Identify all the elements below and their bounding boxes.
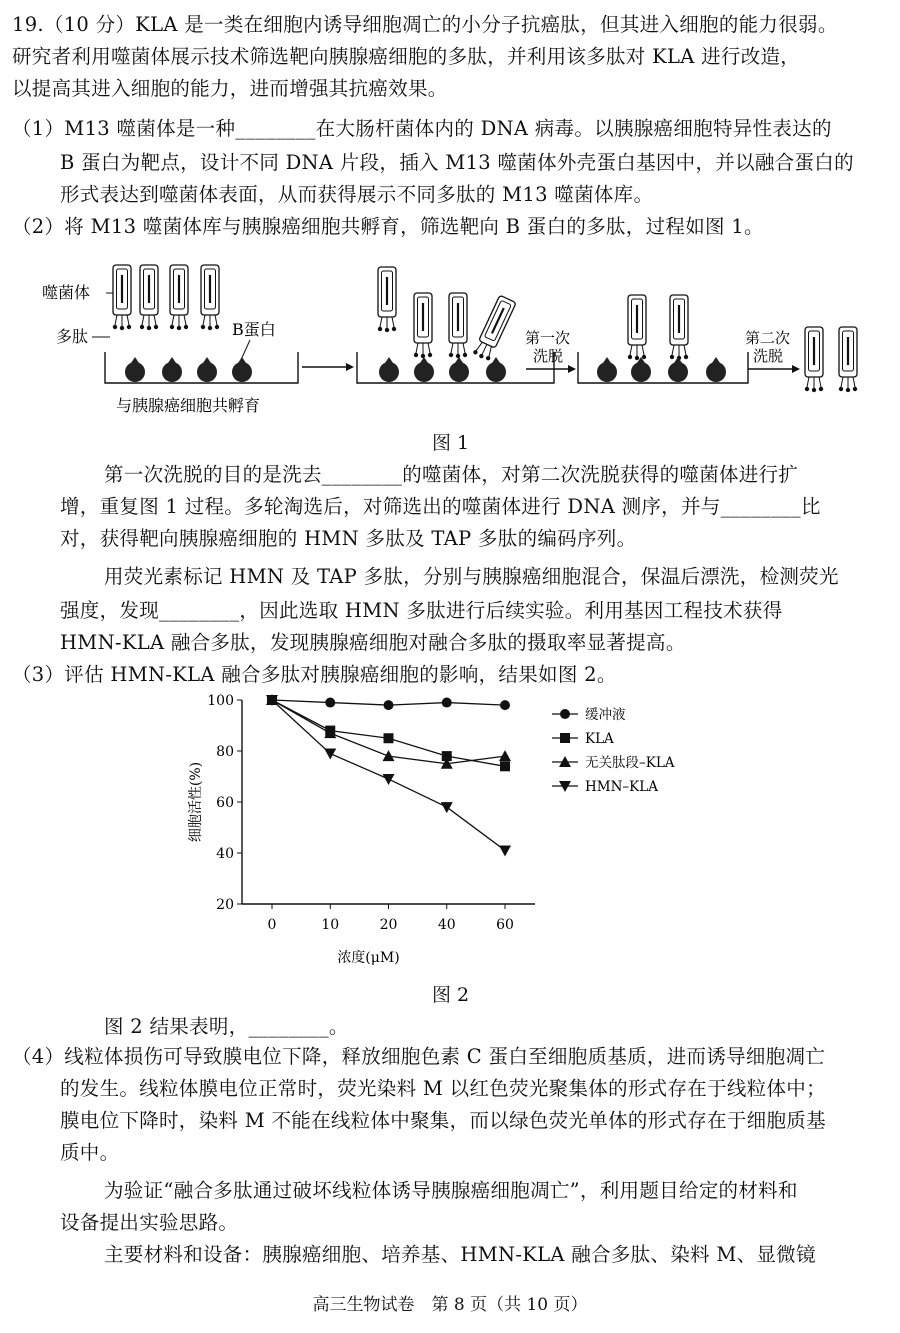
page-footer: 高三生物试卷 第 8 页（共 10 页） [312, 1295, 588, 1315]
part3-line-2: 图 2 结果表明，________。 [104, 1015, 349, 1038]
data-point-series-3 [441, 802, 453, 813]
y-tick-label: 20 [216, 897, 234, 913]
cell-icon [631, 357, 651, 382]
cell-icon [232, 357, 252, 382]
x-tick-label: 10 [321, 917, 340, 933]
question-intro-line-1: 19.（10 分）KLA 是一类在细胞内诱导细胞凋亡的小分子抗癌肽，但其进入细胞的能力很弱。 [12, 13, 838, 36]
data-point-series-2 [383, 750, 395, 761]
second-elution-label-1: 第二次 [745, 329, 791, 347]
data-point-series-1 [384, 733, 394, 743]
cell-icon [597, 357, 617, 382]
figure-1-diagram [30, 255, 890, 420]
data-point-series-0 [500, 700, 510, 710]
phage-icon [449, 293, 467, 358]
cell-icon [414, 357, 434, 382]
part1-line-3: 形式表达到噬菌体表面，从而获得展示不同多肽的 M13 噬菌体库。 [60, 183, 654, 206]
part2-line-3: 增，重复图 1 过程。多轮淘选后，对筛选出的噬菌体进行 DNA 测序，并与________比 [60, 495, 821, 518]
y-tick-label: 100 [207, 693, 234, 709]
phage-icon [414, 293, 432, 358]
cell-icon [125, 357, 145, 382]
data-point-series-3 [499, 845, 511, 856]
y-tick-label: 80 [216, 744, 234, 760]
phage-icon [839, 327, 857, 392]
legend-marker-0 [560, 709, 570, 719]
part4-line-1: （4）线粒体损伤可导致膜电位下降，释放细胞色素 C 蛋白至细胞质基质，进而诱导细胞凋亡 [12, 1045, 826, 1068]
x-axis-label: 浓度(μM) [337, 950, 400, 966]
b-protein-label: B蛋白 [232, 320, 276, 339]
data-point-series-3 [324, 749, 336, 760]
phage-icon [472, 295, 516, 362]
cell-icon [449, 357, 469, 382]
first-elution-label-1: 第一次 [525, 329, 571, 347]
phage-icon [378, 267, 396, 332]
phage-icon [170, 265, 188, 330]
legend-label-1: KLA [585, 731, 614, 747]
cell-icon [379, 357, 399, 382]
data-point-series-0 [384, 700, 394, 710]
part4-line-7: 主要材料和设备：胰腺癌细胞、培养基、HMN-KLA 融合多肽、染料 M、显微镜 [104, 1243, 816, 1266]
legend-label-2: 无关肽段–KLA [585, 755, 675, 771]
figure-2-caption: 图 2 [432, 984, 470, 1006]
incubate-label: 与胰腺癌细胞共孵育 [116, 396, 261, 415]
part2-line-7: HMN-KLA 融合多肽，发现胰腺癌细胞对融合多肽的摄取率显著提高。 [60, 631, 686, 654]
part1-line-2: B 蛋白为靶点，设计不同 DNA 片段，插入 M13 噬菌体外壳蛋白基因中，并以融合蛋白的 [60, 151, 854, 174]
phage-icon [670, 295, 688, 360]
part4-line-4: 质中。 [60, 1141, 120, 1164]
data-point-series-3 [383, 774, 395, 785]
part4-line-2: 的发生。线粒体膜电位正常时，荧光染料 M 以红色荧光聚集体的形式存在于线粒体中； [60, 1077, 826, 1100]
phage-label: 噬菌体 [42, 283, 91, 302]
part2-line-1: （2）将 M13 噬菌体库与胰腺癌细胞共孵育，筛选靶向 B 蛋白的多肽，过程如图 1。 [12, 215, 764, 238]
part4-line-3: 膜电位下降时，染料 M 不能在线粒体中聚集，而以绿色荧光单体的形式存在于细胞质基 [60, 1109, 826, 1132]
data-point-series-1 [500, 761, 510, 771]
phage-icon [805, 327, 823, 392]
legend-label-0: 缓冲液 [585, 707, 626, 723]
question-intro-line-2: 研究者利用噬菌体展示技术筛选靶向胰腺癌细胞的多肽，并利用该多肽对 KLA 进行改造， [12, 45, 801, 68]
cell-icon [706, 357, 726, 382]
part2-line-5: 用荧光素标记 HMN 及 TAP 多肽，分别与胰腺癌细胞混合，保温后漂洗，检测荧光 [104, 565, 839, 588]
cell-icon [162, 357, 182, 382]
x-tick-label: 20 [379, 917, 398, 933]
part2-line-2: 第一次洗脱的目的是洗去________的噬菌体，对第二次洗脱获得的噬菌体进行扩 [104, 463, 799, 486]
y-tick-label: 60 [216, 795, 234, 811]
question-intro-line-3: 以提高其进入细胞的能力，进而增强其抗癌效果。 [12, 77, 448, 100]
cell-icon [486, 357, 506, 382]
x-tick-label: 0 [267, 917, 277, 933]
part2-line-4: 对，获得靶向胰腺癌细胞的 HMN 多肽及 TAP 多肽的编码序列。 [60, 527, 637, 550]
part4-line-6: 设备提出实验思路。 [60, 1211, 239, 1234]
y-tick-label: 40 [216, 846, 234, 862]
cell-icon [197, 357, 217, 382]
part1-line-1: （1）M13 噬菌体是一种________在大肠杆菌体内的 DNA 病毒。以胰腺癌细胞特异性表达的 [12, 117, 832, 140]
y-axis-label: 细胞活性(%) [188, 761, 204, 843]
cell-icon [668, 357, 688, 382]
figure-2-chart [180, 688, 720, 968]
second-elution-label-2: 洗脱 [753, 347, 784, 365]
legend-label-3: HMN–KLA [585, 779, 658, 795]
part2-line-6: 强度，发现________，因此选取 HMN 多肽进行后续实验。利用基因工程技术获得 [60, 599, 783, 622]
data-point-series-0 [325, 698, 335, 708]
first-elution-label-2: 洗脱 [533, 347, 564, 365]
part4-line-5: 为验证“融合多肽通过破坏线粒体诱导胰腺癌细胞凋亡”，利用题目给定的材料和 [104, 1179, 798, 1202]
phage-icon [113, 265, 131, 330]
x-tick-label: 60 [496, 917, 514, 933]
phage-icon [628, 295, 646, 360]
phage-icon [140, 265, 158, 330]
data-point-series-2 [499, 750, 511, 761]
data-point-series-0 [442, 698, 452, 708]
phage-icon [201, 265, 219, 330]
figure-1-caption: 图 1 [432, 432, 470, 454]
part3-line-1: （3）评估 HMN-KLA 融合多肽对胰腺癌细胞的影响，结果如图 2。 [12, 663, 617, 686]
peptide-label: 多肽 [56, 327, 89, 346]
legend-marker-1 [560, 733, 570, 743]
x-tick-label: 40 [437, 917, 456, 933]
